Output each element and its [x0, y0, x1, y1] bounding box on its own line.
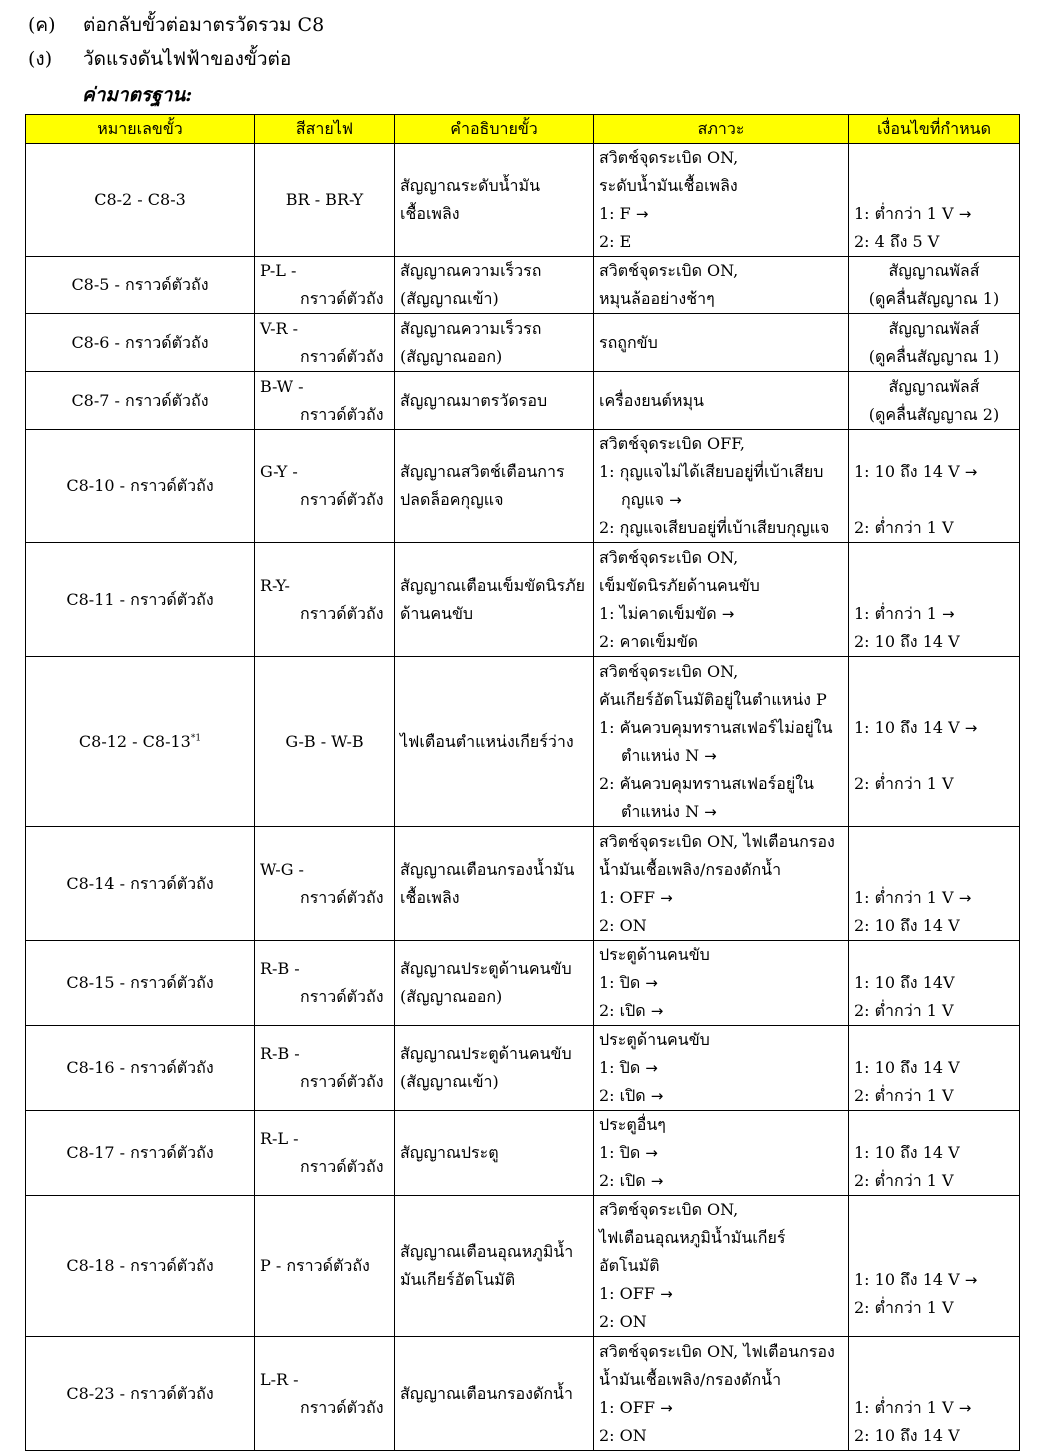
wire-color-cell: G-B - W-B: [255, 657, 395, 827]
table-row: [26, 1111, 1020, 1196]
arrow-icon: →: [942, 604, 955, 623]
description-cell: สัญญาณประตูด้านคนขับ (สัญญาณออก): [395, 941, 594, 1026]
arrow-icon: →: [635, 205, 649, 223]
specified-cell: 1: 10 ถึง 14 V → 2: ต่ำกว่า 1 V: [849, 430, 1020, 543]
specified-cell: สัญญาณพัลส์ (ดูคลื่นสัญญาณ 1): [849, 257, 1020, 314]
condition-cell: ประตูด้านคนขับ 1: ปิด → 2: เปิด →: [594, 941, 849, 1026]
description-cell: สัญญาณมาตรวัดรอบ: [395, 372, 594, 430]
arrow-icon: →: [964, 718, 978, 737]
wire-color-cell: R-L - กราวด์ตัวถัง: [255, 1111, 395, 1196]
terminal-cell: C8-12 - C8-13$^{*1}$: [26, 657, 255, 827]
arrow-icon: →: [660, 888, 673, 907]
terminal-cell: C8-14 - กราวด์ตัวถัง: [26, 827, 255, 941]
specified-cell: 1: 10 ถึง 14V 2: ต่ำกว่า 1 V: [849, 941, 1020, 1026]
arrow-icon: →: [964, 463, 978, 481]
terminal-cell: C8-18 - กราวด์ตัวถัง: [26, 1196, 255, 1337]
arrow-icon: →: [650, 1087, 664, 1105]
step-d-text: วัดแรงดันไฟฟ้าของขั้วต่อ: [83, 48, 292, 70]
footnote-marker: *1: [190, 733, 202, 744]
arrow-icon: →: [660, 1285, 673, 1303]
arrow-icon: →: [958, 888, 972, 907]
condition-cell: สวิตช์จุดระเบิด ON, เข็มขัดนิรภัยด้านคนขับ 1: ไม่คาดเข็มขัด → 2: คาดเข็มขัด: [594, 543, 849, 657]
wire-color-cell: R-B - กราวด์ตัวถัง: [255, 1026, 395, 1111]
table-row: [26, 827, 1020, 941]
wire-color-cell: P - กราวด์ตัวถัง: [255, 1196, 395, 1337]
specified-cell: 1: 10 ถึง 14 V 2: ต่ำกว่า 1 V: [849, 1111, 1020, 1196]
specified-cell: 1: 10 ถึง 14 V → 2: ต่ำกว่า 1 V: [849, 657, 1020, 827]
wire-color-cell: L-R - กราวด์ตัวถัง: [255, 1337, 395, 1451]
step-c-text: ต่อกลับขั้วต่อมาตรวัดรวม C8: [83, 14, 325, 36]
table-row: [26, 144, 1020, 257]
arrow-icon: →: [650, 1002, 664, 1020]
description-cell: สัญญาณเตือนเข็มขัดนิรภัย ด้านคนขับ: [395, 543, 594, 657]
specified-cell: 1: ต่ำกว่า 1 V → 2: 10 ถึง 14 V: [849, 1337, 1020, 1451]
description-cell: สัญญาณเตือนกรองดักน้ำ: [395, 1337, 594, 1451]
specified-cell: 1: ต่ำกว่า 1 V → 2: 10 ถึง 14 V: [849, 827, 1020, 941]
terminal-cell: C8-17 - กราวด์ตัวถัง: [26, 1111, 255, 1196]
condition-cell: สวิตช์จุดระเบิด ON, ระดับน้ำมันเชื้อเพลิง 1: F → 2: E: [594, 144, 849, 257]
specified-cell: สัญญาณพัลส์ (ดูคลื่นสัญญาณ 1): [849, 314, 1020, 372]
condition-cell: ประตูอื่นๆ 1: ปิด → 2: เปิด →: [594, 1111, 849, 1196]
step-c-line: [28, 10, 324, 40]
condition-cell: สวิตช์จุดระเบิด ON, ไฟเตือนกรอง น้ำมันเชื้อเพลิง/กรองดักน้ำ 1: OFF → 2: ON: [594, 827, 849, 941]
condition-cell: สวิตช์จุดระเบิด ON, ไฟเตือนกรอง น้ำมันเชื้อเพลิง/กรองดักน้ำ 1: OFF → 2: ON: [594, 1337, 849, 1451]
description-cell: สัญญาณเตือนอุณหภูมิน้ำ มันเกียร์อัตโนมัติ: [395, 1196, 594, 1337]
specified-cell: 1: 10 ถึง 14 V 2: ต่ำกว่า 1 V: [849, 1026, 1020, 1111]
terminal-cell: C8-10 - กราวด์ตัวถัง: [26, 430, 255, 543]
terminal-cell: C8-23 - กราวด์ตัวถัง: [26, 1337, 255, 1451]
description-cell: สัญญาณสวิตช์เตือนการ ปลดล็อคกุญแจ: [395, 430, 594, 543]
arrow-icon: →: [958, 1398, 972, 1417]
arrow-icon: →: [645, 974, 658, 992]
terminal-cell: C8-7 - กราวด์ตัวถัง: [26, 372, 255, 430]
description-cell: สัญญาณความเร็วรถ (สัญญาณเข้า): [395, 257, 594, 314]
arrow-icon: →: [964, 1271, 978, 1289]
condition-cell: สวิตช์จุดระเบิด ON, ไฟเตือนอุณหภูมิน้ำมันเกียร์อัตโนมัติ 1: OFF → 2: ON: [594, 1196, 849, 1337]
condition-cell: สวิตช์จุดระเบิด ON, คันเกียร์อัตโนมัติอยู่ในตำแหน่ง P 1: คันควบคุมทรานสเฟอร์ไม่อยู่ใน ตำแหน่ง N → 2: คันควบคุมทรานสเฟอร์อยู่ใน ตำแหน่ง N →: [594, 657, 849, 827]
wire-color-cell: G-Y - กราวด์ตัวถัง: [255, 430, 395, 543]
specified-cell: 1: ต่ำกว่า 1 V → 2: 4 ถึง 5 V: [849, 144, 1020, 257]
table-row: [26, 314, 1020, 372]
step-d-line: [28, 44, 291, 74]
arrow-icon: →: [660, 1398, 673, 1417]
header-wire-color: สีสายไฟ: [255, 115, 395, 144]
terminal-cell: C8-6 - กราวด์ตัวถัง: [26, 314, 255, 372]
condition-cell: ประตูด้านคนขับ 1: ปิด → 2: เปิด →: [594, 1026, 849, 1111]
arrow-icon: →: [704, 802, 717, 821]
description-cell: สัญญาณเตือนกรองน้ำมัน เชื้อเพลิง: [395, 827, 594, 941]
step-c-marker: (ค): [28, 14, 56, 36]
wire-color-cell: V-R - กราวด์ตัวถัง: [255, 314, 395, 372]
specified-cell: สัญญาณพัลส์ (ดูคลื่นสัญญาณ 2): [849, 372, 1020, 430]
table-row: [26, 372, 1020, 430]
table-row: [26, 1196, 1020, 1337]
description-cell: สัญญาณความเร็วรถ (สัญญาณออก): [395, 314, 594, 372]
specified-cell: 1: ต่ำกว่า 1 → 2: 10 ถึง 14 V: [849, 543, 1020, 657]
arrow-icon: →: [650, 1172, 664, 1190]
header-description: คำอธิบายขั้ว: [395, 115, 594, 144]
terminal-cell: C8-5 - กราวด์ตัวถัง: [26, 257, 255, 314]
wire-color-cell: BR - BR-Y: [255, 144, 395, 257]
terminal-cell: C8-2 - C8-3: [26, 144, 255, 257]
wire-color-cell: R-Y- กราวด์ตัวถัง: [255, 543, 395, 657]
terminal-cell: C8-15 - กราวด์ตัวถัง: [26, 941, 255, 1026]
arrow-icon: →: [669, 491, 682, 509]
specified-cell: 1: 10 ถึง 14 V → 2: ต่ำกว่า 1 V: [849, 1196, 1020, 1337]
wire-color-cell: W-G - กราวด์ตัวถัง: [255, 827, 395, 941]
condition-cell: รถถูกขับ: [594, 314, 849, 372]
condition-cell: เครื่องยนต์หมุน: [594, 372, 849, 430]
terminal-cell: C8-16 - กราวด์ตัวถัง: [26, 1026, 255, 1111]
table-row: [26, 543, 1020, 657]
arrow-icon: →: [645, 1144, 658, 1162]
table-row: [26, 1026, 1020, 1111]
description-cell: ไฟเตือนตำแหน่งเกียร์ว่าง: [395, 657, 594, 827]
arrow-icon: →: [704, 746, 717, 765]
wire-color-cell: P-L - กราวด์ตัวถัง: [255, 257, 395, 314]
standard-values-table: [25, 114, 1020, 1451]
description-cell: สัญญาณประตู: [395, 1111, 594, 1196]
wire-color-cell: R-B - กราวด์ตัวถัง: [255, 941, 395, 1026]
step-d-marker: (ง): [28, 48, 53, 70]
table-row: [26, 1337, 1020, 1451]
description-cell: สัญญาณประตูด้านคนขับ (สัญญาณเข้า): [395, 1026, 594, 1111]
terminal-cell: C8-11 - กราวด์ตัวถัง: [26, 543, 255, 657]
header-specified: เงื่อนไขที่กำหนด: [849, 115, 1020, 144]
condition-cell: สวิตช์จุดระเบิด ON, หมุนล้ออย่างช้าๆ: [594, 257, 849, 314]
arrow-icon: →: [721, 604, 735, 623]
condition-cell: สวิตช์จุดระเบิด OFF, 1: กุญแจไม่ได้เสียบอยู่ที่เบ้าเสียบ กุญแจ → 2: กุญแจเสียบอยู่ที่เบ้าเสียบกุญแจ: [594, 430, 849, 543]
table-row: [26, 257, 1020, 314]
table-row: [26, 941, 1020, 1026]
table-header-row: [26, 115, 1020, 144]
standard-value-label: ค่ามาตรฐาน:: [82, 84, 193, 106]
description-cell: สัญญาณระดับน้ำมัน เชื้อเพลิง: [395, 144, 594, 257]
wire-color-cell: B-W - กราวด์ตัวถัง: [255, 372, 395, 430]
arrow-icon: →: [645, 1059, 658, 1077]
header-terminal: หมายเลขขั้ว: [26, 115, 255, 144]
table-row: [26, 657, 1020, 827]
table-row: [26, 430, 1020, 543]
arrow-icon: →: [958, 205, 972, 223]
header-condition: สภาวะ: [594, 115, 849, 144]
